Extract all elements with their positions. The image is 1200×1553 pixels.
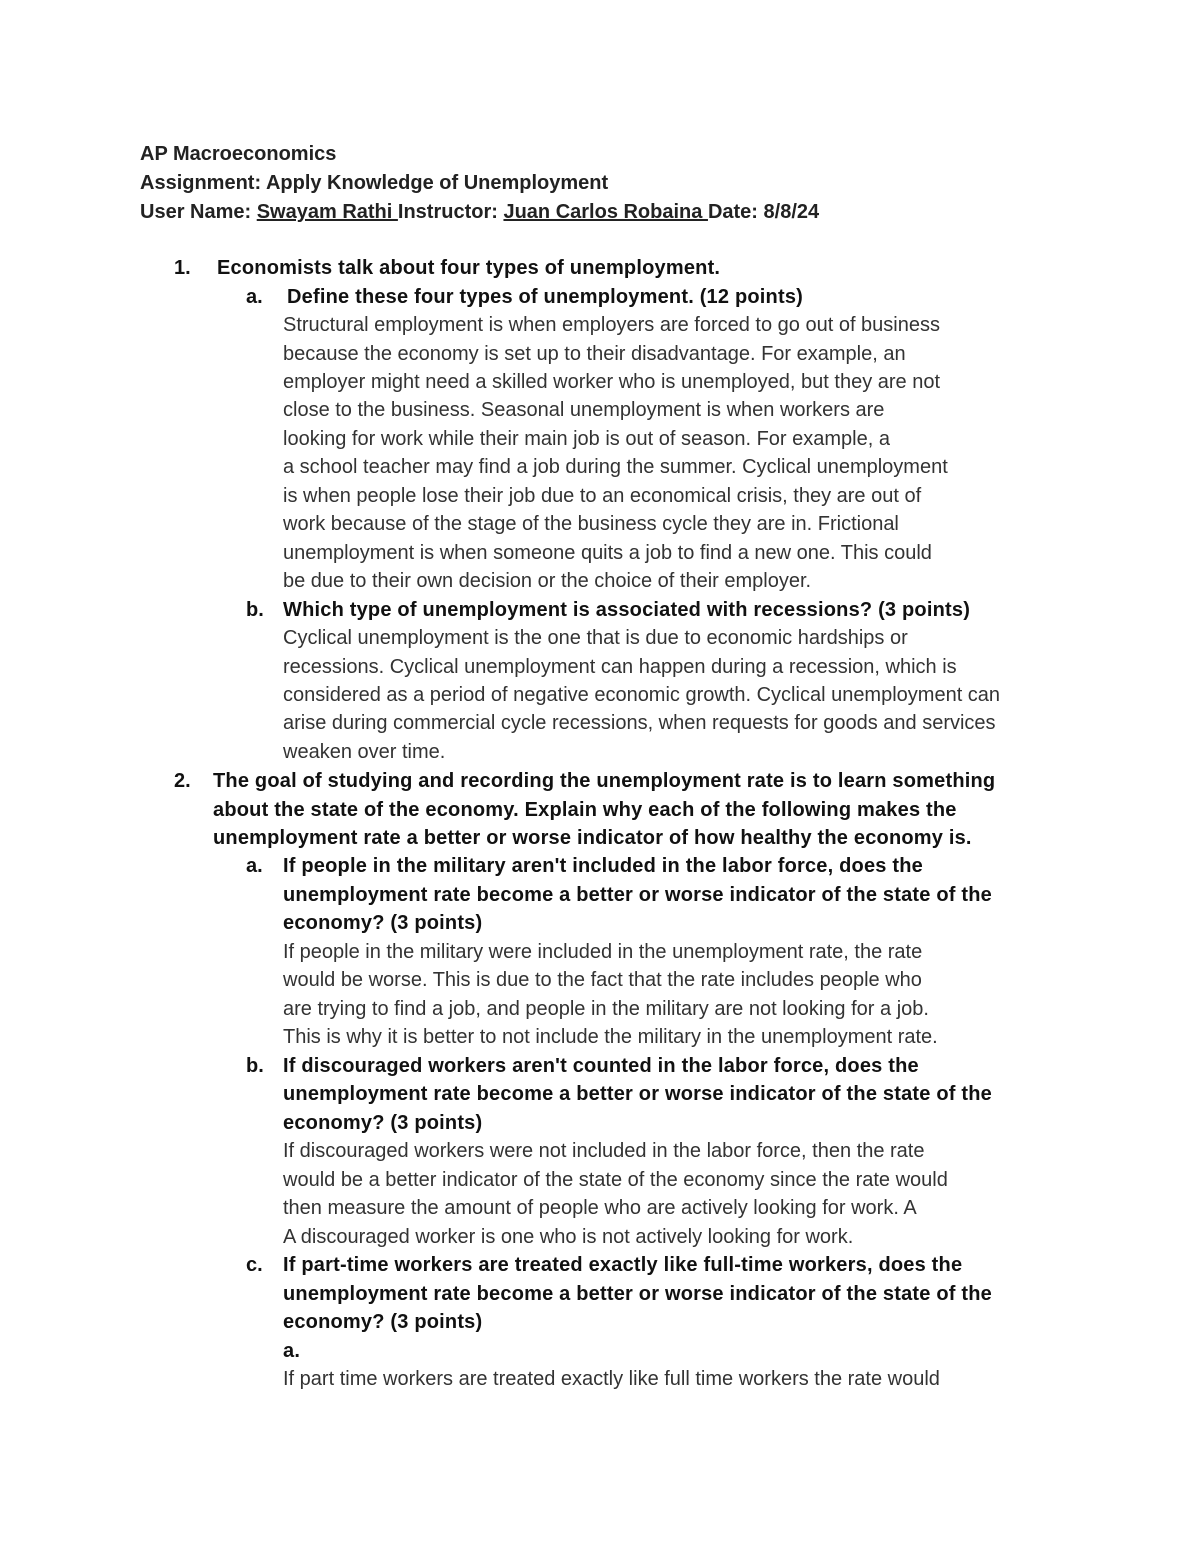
q2b-answer-line: If discouraged workers were not included in the labor force, then the rate (283, 1140, 925, 1162)
header-info-line (140, 198, 819, 226)
q2-number: 2. (174, 770, 191, 792)
q2-prompt-line: about the state of the economy. Explain why each of the following makes the (213, 799, 957, 821)
q1b-prompt: Which type of unemployment is associated with recessions? (3 points) (283, 599, 971, 621)
q1a-answer-line: is when people lose their job due to an economical crisis, they are out of (283, 485, 922, 507)
q1a-answer-line: because the economy is set up to their disadvantage. For example, an (283, 343, 906, 365)
q2a-prompt-line: If people in the military aren't included in the labor force, does the (283, 855, 923, 877)
q2b-label: b. (246, 1055, 264, 1077)
q2a-label: a. (246, 855, 263, 877)
q2a-answer-line: would be worse. This is due to the fact that the rate includes people who (283, 969, 922, 991)
date-text: Date: 8/8/24 (707, 201, 820, 223)
assignment-title: Assignment: Apply Knowledge of Unemployment (140, 172, 609, 194)
q1a-answer-line: looking for work while their main job is out of season. For example, a (283, 428, 890, 450)
q2b-answer-line: A discouraged worker is one who is not actively looking for work. (283, 1226, 854, 1248)
q2b-answer-line: then measure the amount of people who are actively looking for work. A (283, 1197, 917, 1219)
q2c-answer-line: If part time workers are treated exactly like full time workers the rate would (283, 1368, 940, 1390)
q1a-answer-line: unemployment is when someone quits a job to find a new one. This could (283, 542, 932, 564)
q2c-sub-label: a. (283, 1340, 301, 1362)
q2c-prompt-line: economy? (3 points) (283, 1311, 483, 1333)
q2c-prompt-line: unemployment rate become a better or worse indicator of the state of the (283, 1283, 992, 1305)
q1a-answer-line: a school teacher may find a job during the summer. Cyclical unemployment (283, 456, 948, 478)
q1a-label: a. (246, 286, 263, 308)
q2b-answer-line: would be a better indicator of the state of the economy since the rate would (283, 1169, 948, 1191)
q2-prompt-line: The goal of studying and recording the unemployment rate is to learn something (213, 770, 996, 792)
q1a-answer-line: be due to their own decision or the choice of their employer. (283, 570, 812, 592)
q2a-prompt-line: unemployment rate become a better or worse indicator of the state of the (283, 884, 992, 906)
q1b-answer-line: recessions. Cyclical unemployment can happen during a recession, which is (283, 656, 957, 678)
q1a-prompt: Define these four types of unemployment. (12 points) (287, 286, 804, 308)
q1b-label: b. (246, 599, 264, 621)
q2a-answer-line: If people in the military were included in the unemployment rate, the rate (283, 941, 923, 963)
q1a-answer-line: employer might need a skilled worker who is unemployed, but they are not (283, 371, 941, 393)
q2b-prompt-line: unemployment rate become a better or worse indicator of the state of the (283, 1083, 992, 1105)
user-name-label: User Name: (140, 201, 257, 223)
q1-prompt: Economists talk about four types of unemployment. (217, 257, 721, 279)
course-title: AP Macroeconomics (140, 143, 337, 165)
q2a-answer-line: This is why it is better to not include the military in the unemployment rate. (283, 1026, 938, 1048)
q2b-prompt-line: economy? (3 points) (283, 1112, 483, 1134)
user-name-value: Swayam Rathi (256, 201, 398, 223)
q2b-prompt-line: If discouraged workers aren't counted in the labor force, does the (283, 1055, 919, 1077)
q2a-prompt-line: economy? (3 points) (283, 912, 483, 934)
q2c-label: c. (246, 1254, 263, 1276)
q2c-prompt-line: If part-time workers are treated exactly like full-time workers, does the (283, 1254, 963, 1276)
q1a-answer-line: close to the business. Seasonal unemployment is when workers are (283, 399, 885, 421)
q1b-answer-line: arise during commercial cycle recessions, when requests for goods and services (283, 712, 996, 734)
q1b-answer-line: weaken over time. (283, 741, 446, 763)
q1b-answer-line: Cyclical unemployment is the one that is due to economic hardships or (283, 627, 908, 649)
q1a-answer-line: Structural employment is when employers are forced to go out of business (283, 314, 940, 336)
q1-number: 1. (174, 257, 191, 279)
q1b-answer-line: considered as a period of negative economic growth. Cyclical unemployment can (283, 684, 1001, 706)
instructor-name-value: Juan Carlos Robaina (503, 201, 708, 223)
q1a-answer-line: work because of the stage of the business cycle they are in. Frictional (283, 513, 899, 535)
q2a-answer-line: are trying to find a job, and people in the military are not looking for a job. (283, 998, 929, 1020)
instructor-label: Instructor: (397, 201, 504, 223)
q2-prompt-line: unemployment rate a better or worse indicator of how healthy the economy is. (213, 827, 972, 849)
